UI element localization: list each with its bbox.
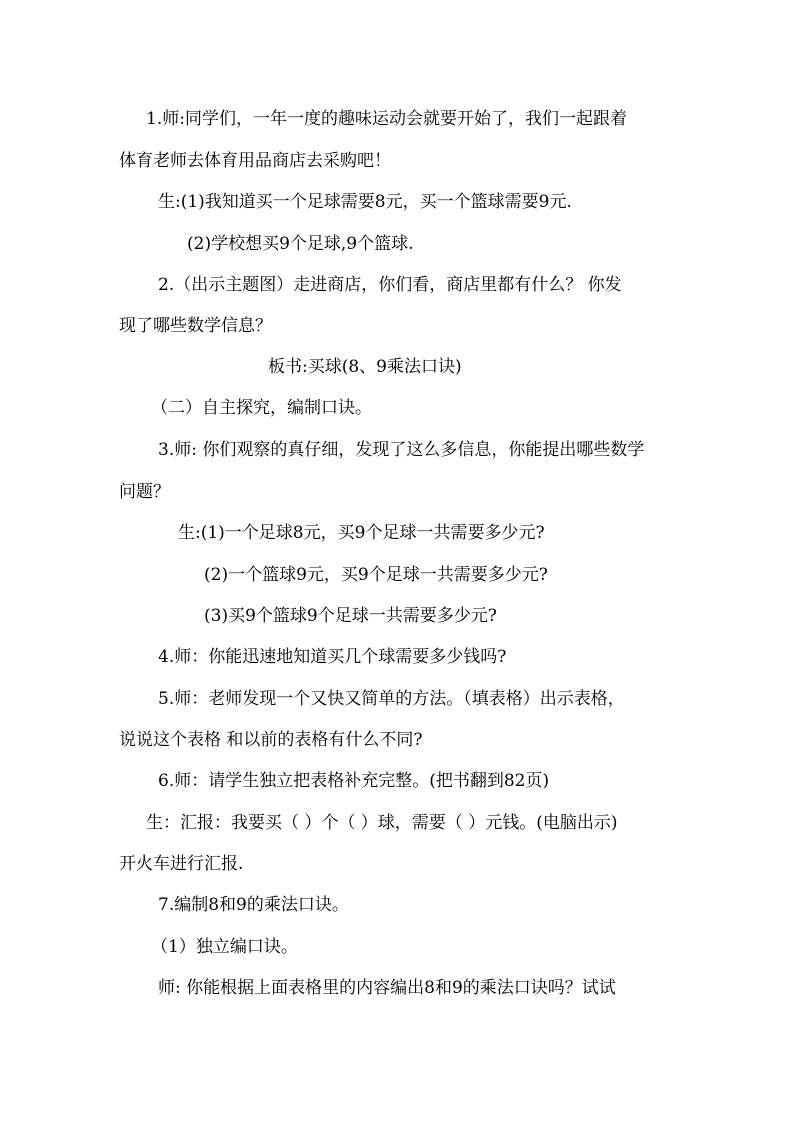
paragraph-line-15: 5.师：老师发现一个又快又简单的方法。（填表格）出示表格， [158,689,625,709]
paragraph-line-5: 2.（出示主题图）走进商店，你们看，商店里都有什么？ 你发 [158,275,622,295]
paragraph-line-14: 4.师：你能迅速地知道买几个球需要多少钱吗? [158,647,507,667]
paragraph-line-19: 开火车进行汇报. [119,854,244,874]
blackboard-title: 板书:买球(8、9乘法口诀) [268,357,462,377]
paragraph-line-10: 问题？ [119,482,170,502]
paragraph-line-9: 3.师: 你们观察的真仔细，发现了这么多信息，你能提出哪些数学 [158,440,645,460]
paragraph-line-11: 生:(1)一个足球8元，买9个足球一共需要多少元? [178,523,545,543]
paragraph-line-6: 现了哪些数学信息？ [119,316,272,336]
paragraph-line-22: 师: 你能根据上面表格里的内容编出8和9的乘法口诀吗？试试 [158,978,616,998]
paragraph-line-21: （1）独立编口诀。 [151,937,298,957]
section-heading: （二）自主探究，编制口诀。 [151,398,372,418]
paragraph-line-2: 体育老师去体育用品商店去采购吧！ [119,151,391,171]
paragraph-line-17: 6.师：请学生独立把表格补充完整。(把书翻到82页) [158,771,550,791]
paragraph-line-20: 7.编制8和9的乘法口诀。 [158,895,349,915]
paragraph-line-4: (2)学校想买9个足球,9个篮球. [187,234,414,254]
paragraph-line-3: 生:(1)我知道买一个足球需要8元，买一个篮球需要9元. [158,192,572,212]
paragraph-line-16: 说说这个表格 和以前的表格有什么不同? [119,730,423,750]
paragraph-line-12: (2)一个篮球9元，买9个足球一共需要多少元? [204,565,548,585]
paragraph-line-13: (3)买9个篮球9个足球一共需要多少元? [204,606,497,626]
paragraph-line-18: 生：汇报：我要买（ ）个（ ）球，需要（ ）元钱。(电脑出示) [146,813,618,833]
paragraph-line-1: 1.师:同学们，一年一度的趣味运动会就要开始了，我们一起跟着 [146,109,627,129]
